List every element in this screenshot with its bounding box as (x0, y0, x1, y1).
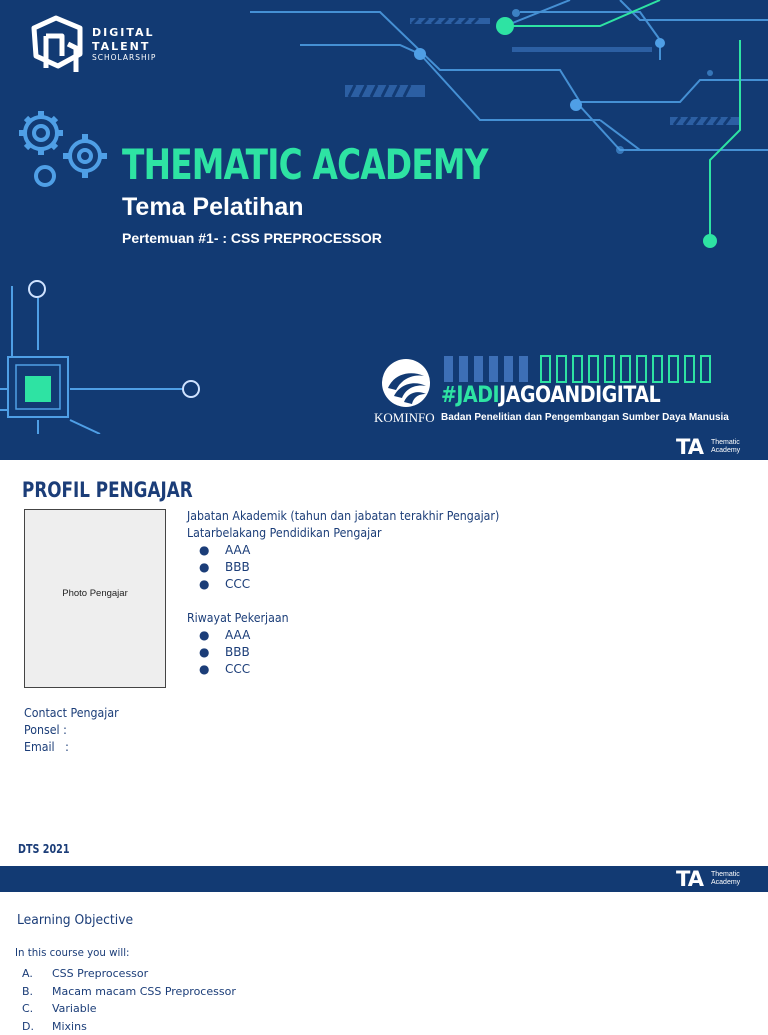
riwayat-item: CCC (225, 662, 251, 676)
photo-placeholder-label: Photo Pengajar (62, 588, 128, 599)
bullet-icon: ● (199, 577, 210, 591)
learning-list (22, 965, 236, 1035)
kominfo-logo (374, 358, 438, 426)
ta-logo-text (711, 439, 740, 455)
list-item (22, 1018, 236, 1035)
list-marker: C. (22, 1002, 34, 1016)
list-item (187, 644, 526, 661)
dts-logo-icon (28, 14, 86, 76)
logo-line-3: SCHOLARSHIP (92, 53, 157, 62)
list-item (22, 1000, 236, 1018)
dts-logo (28, 14, 178, 78)
bullet-icon: ● (199, 628, 210, 642)
cover-slide (0, 0, 768, 434)
logo-line-1: DIGITAL (92, 26, 155, 39)
profil-info (187, 508, 526, 678)
riwayat-item: BBB (225, 645, 250, 659)
bullet-icon: ● (199, 662, 210, 676)
learning-intro: In this course you will: (15, 946, 130, 959)
latar-item: CCC (225, 577, 251, 591)
meeting-label: Pertemuan #1- : CSS PREPROCESSOR (122, 230, 382, 246)
list-item (187, 661, 526, 678)
latar-item: AAA (225, 543, 251, 557)
list-item (187, 559, 526, 576)
list-marker: B. (22, 984, 34, 998)
hashtag (441, 383, 660, 408)
kominfo-label: KOMINFO (374, 410, 435, 425)
list-item (22, 983, 236, 1001)
email-label: Email : (24, 740, 69, 754)
hashtag-accent: #JADI (441, 383, 500, 408)
ta-logo-text-line2: Academy (711, 447, 741, 454)
list-item-text: Macam macam CSS Preprocessor (52, 984, 236, 998)
jabatan-text: Jabatan Akademik (tahun dan jabatan terakhir Pengajar) (187, 509, 500, 523)
ta-bar-top (0, 434, 768, 460)
list-item (187, 576, 526, 593)
cover-subtitle: Tema Pelatihan (122, 193, 304, 221)
latar-item: BBB (225, 560, 250, 574)
footer-year: DTS 2021 (18, 842, 70, 856)
ta-logo-text-line2: Academy (711, 879, 741, 886)
list-marker: D. (22, 1019, 34, 1033)
cover-title: THEMATIC ACADEMY (122, 140, 488, 189)
riwayat-item: AAA (225, 628, 251, 642)
photo-placeholder (24, 509, 166, 688)
agency-label: Badan Penelitian dan Pengembangan Sumber Daya Manusia (441, 412, 729, 423)
contact-label: Contact Pengajar (24, 706, 119, 720)
hashtag-rest: JAGOANDIGITAL (499, 383, 661, 408)
contact-block (24, 705, 127, 756)
list-item-text: CSS Preprocessor (52, 967, 149, 980)
logo-line-2: TALENT (92, 40, 151, 53)
learning-objective-title: Learning Objective (17, 913, 134, 928)
list-item (187, 627, 526, 644)
ta-logo-text (711, 871, 740, 887)
riwayat-label: Riwayat Pekerjaan (187, 611, 289, 625)
profil-title: PROFIL PENGAJAR (22, 478, 193, 502)
bullet-icon: ● (199, 543, 210, 557)
ta-logo-text-line1: Thematic (711, 439, 740, 446)
ponsel-label: Ponsel : (24, 723, 67, 737)
ta-bar-bottom (0, 866, 768, 892)
bullet-icon: ● (199, 645, 210, 659)
list-item (22, 965, 236, 983)
ta-logo-text-line1: Thematic (711, 871, 740, 878)
bullet-icon: ● (199, 560, 210, 574)
ta-logo-mark: TA (676, 867, 703, 891)
latar-label: Latarbelakang Pendidikan Pengajar (187, 526, 382, 540)
list-item (187, 542, 526, 559)
list-marker: A. (22, 967, 33, 980)
ta-logo-mark: TA (676, 435, 703, 459)
kominfo-emblem-icon (380, 358, 432, 408)
list-item-text: Variable (52, 1002, 97, 1016)
list-item-text: Mixins (52, 1019, 87, 1033)
